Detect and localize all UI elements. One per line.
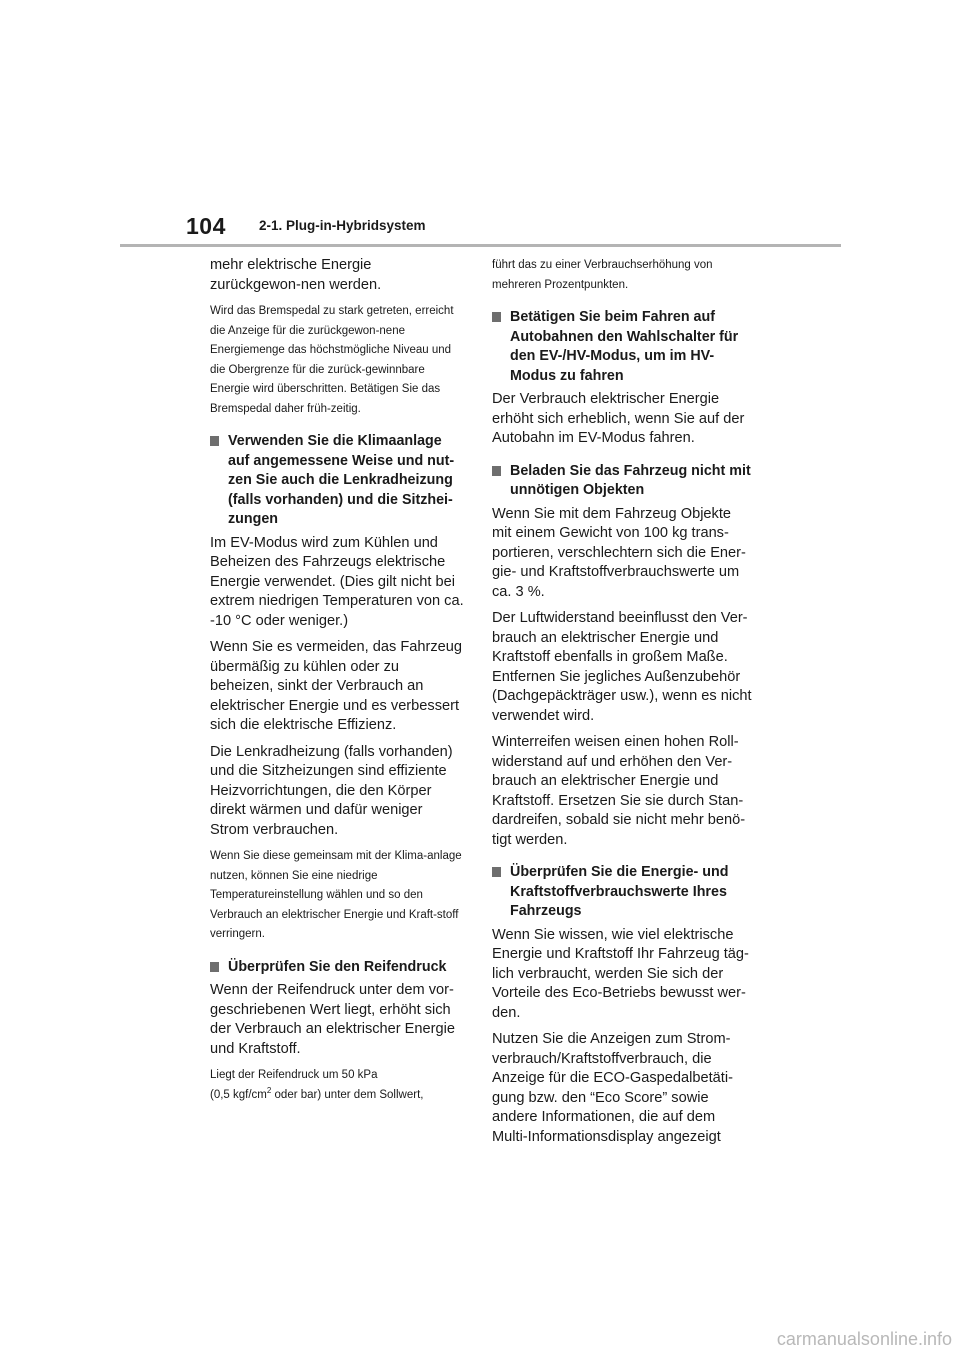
note: Wenn Sie diese gemeinsam mit der Klima-anlage nutzen, können Sie eine niedrige Temperatureinstellung wählen und so den Verbrauch an elektrischer Energie und Kraft-stoff verringern. xyxy=(210,850,462,940)
paragraph: Die Lenkradheizung (falls vorhanden) und die Sitzheizungen sind effiziente Heizvorrichtungen, die den Körper direkt wärmen und dafür weniger Strom verbrauchen. xyxy=(210,743,453,838)
note-line: oder bar) unter dem Sollwert, xyxy=(271,1088,424,1101)
section-heading xyxy=(210,958,465,978)
header-divider xyxy=(120,244,841,247)
heading-text: Überprüfen Sie den Reifendruck xyxy=(228,958,447,975)
note: führt das zu einer Verbrauchserhöhung von mehreren Prozentpunkten. xyxy=(492,259,713,291)
square-bullet-icon xyxy=(210,962,219,972)
paragraph: Der Verbrauch elektrischer Energie erhöht sich erheblich, wenn Sie auf der Autobahn im EV-Modus fahren. xyxy=(492,391,745,446)
paragraph: Im EV-Modus wird zum Kühlen und Beheizen des Fahrzeugs elektrische Energie verwendet. (Dies gilt nicht bei extrem niedrigen Temperaturen von ca. -10 °C oder weniger.) xyxy=(210,534,464,629)
note-line: Liegt der Reifendruck um 50 kPa xyxy=(210,1069,378,1081)
heading-text: Verwenden Sie die Klimaanlage auf angemessene Weise und nut-zen Sie auch die Lenkradheizung (falls vorhanden) und die Sitzhei-zungen xyxy=(228,433,455,527)
right-column xyxy=(492,256,754,1154)
heading-text: Beladen Sie das Fahrzeug nicht mit unnötigen Objekten xyxy=(510,462,751,498)
paragraph: Wenn Sie mit dem Fahrzeug Objekte mit einem Gewicht von 100 kg trans-portieren, verschlechtern sich die Ener-gie- und Kraftstoffverbrauchswerte um ca. 3 %. xyxy=(492,505,746,600)
paragraph: Wenn Sie es vermeiden, das Fahrzeug übermäßig zu kühlen oder zu beheizen, sinkt der Verbrauch an elektrischer Energie und es verbessert sich die elektrische Effizienz. xyxy=(210,639,463,733)
section-heading xyxy=(210,432,465,530)
note xyxy=(210,1066,465,1105)
page-number: 104 xyxy=(186,213,226,239)
paragraph: Wenn Sie wissen, wie viel elektrische Energie und Kraftstoff Ihr Fahrzeug täg-lich verbraucht, werden Sie sich der Vorteile des Eco-Betriebs bewusst wer-den. xyxy=(492,926,749,1021)
left-column xyxy=(210,256,465,1105)
section-heading xyxy=(492,462,754,501)
paragraph: Der Luftwiderstand beeinflusst den Ver-brauch an elektrischer Energie und Kraftstoff ebenfalls in großem Maße. Entfernen Sie jegliches Außenzubehör (Dachgepäckträger usw.), wenn es nicht verwendet wird. xyxy=(492,610,752,724)
note-line: (0,5 kgf/cm xyxy=(210,1088,267,1101)
square-bullet-icon xyxy=(492,867,501,877)
section-heading xyxy=(492,863,754,922)
watermark: carmanualsonline.info xyxy=(776,1329,952,1349)
section-heading xyxy=(492,308,754,386)
paragraph: Wenn der Reifendruck unter dem vor-geschriebenen Wert liegt, erhöht sich der Verbrauch an elektrischer Energie und Kraftstoff. xyxy=(210,982,455,1057)
note: Wird das Bremspedal zu stark getreten, erreicht die Anzeige für die zurückgewon-nene Energiemenge das höchstmögliche Niveau und die Obergrenze für die zurück-gewinnbare Energie wird überschritten. Betätigen Sie das Bremspedal daher früh-zeitig. xyxy=(210,305,454,415)
heading-text: Betätigen Sie beim Fahren auf Autobahnen den Wahlschalter für den EV-/HV-Modus, um im HV-Modus zu fahren xyxy=(510,309,739,384)
paragraph: Winterreifen weisen einen hohen Roll-widerstand auf und erhöhen den Ver-brauch an elektrischer Energie und Kraftstoff. Ersetzen Sie sie durch Stan-dardreifen, sobald sie nicht mehr benö-tigt werden. xyxy=(492,734,746,848)
square-bullet-icon xyxy=(210,436,219,446)
square-bullet-icon xyxy=(492,466,501,476)
paragraph: Nutzen Sie die Anzeigen zum Strom-verbrauch/Kraftstoffverbrauch, die Anzeige für die ECO-Gaspedalbetäti-gung bzw. den “Eco Score” sowie andere Informationen, die auf dem Multi-Informationsdisplay angezeigt xyxy=(492,1031,733,1145)
section-title: 2-1. Plug-in-Hybridsystem xyxy=(259,218,426,233)
superscript: 2 xyxy=(266,1085,272,1095)
paragraph: mehr elektrische Energie zurückgewon-nen werden. xyxy=(210,257,382,293)
square-bullet-icon xyxy=(492,312,501,322)
heading-text: Überprüfen Sie die Energie- und Kraftstoffverbrauchswerte Ihres Fahrzeugs xyxy=(510,864,729,919)
